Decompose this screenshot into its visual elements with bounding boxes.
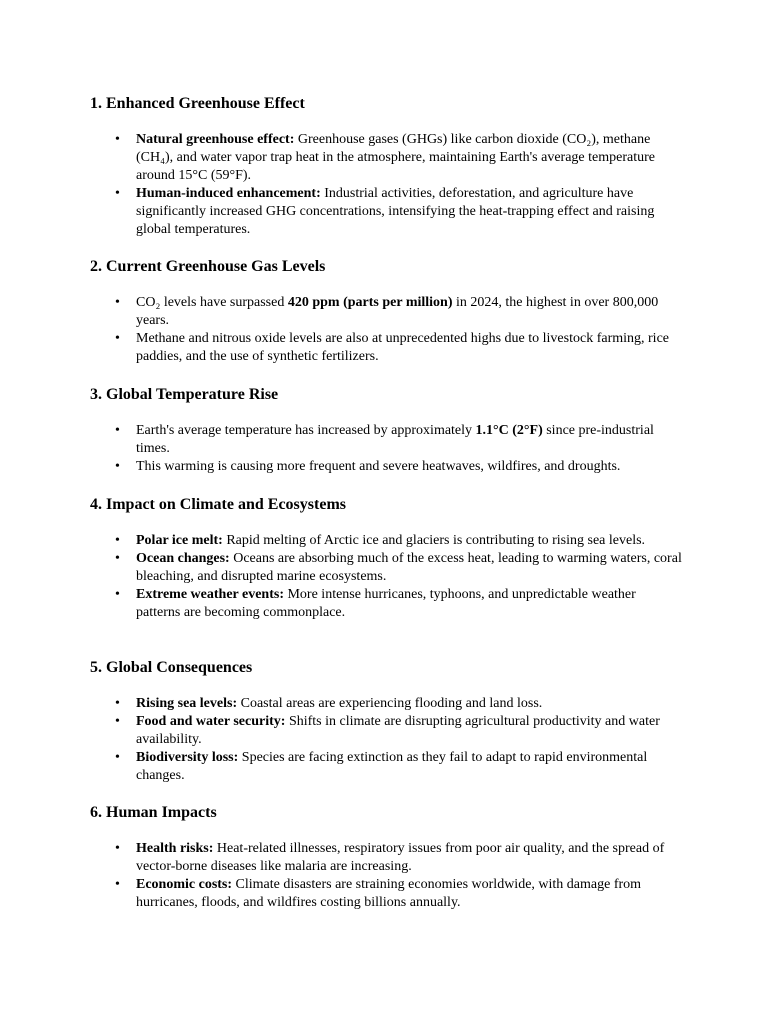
section-current-ghg-levels xyxy=(90,257,690,366)
list-item: • This warming is causing more frequent and severe heatwaves, wildfires, and droughts. xyxy=(115,459,621,474)
list-item: • CO₂ levels have surpassed 420 ppm (parts per million) in 2024, the highest in over 800,000 years. xyxy=(115,295,659,328)
list-item: • Economic costs: Climate disasters are straining economies worldwide, with damage from hurricanes, floods, and wildfires costing billions annually. xyxy=(115,877,642,910)
list-item: • Rising sea levels: Coastal areas are experiencing flooding and land loss. xyxy=(115,696,543,711)
bullet-icon: • xyxy=(115,551,120,566)
bullet-icon: • xyxy=(115,331,120,346)
bullet-icon: • xyxy=(115,132,120,147)
list-item: • Human-induced enhancement: Industrial activities, deforestation, and agriculture have significantly increased GHG concentrations, intensifying the heat-trapping effect and raising global temperatures. xyxy=(115,186,655,237)
section-heading: 3. Global Temperature Rise xyxy=(90,386,279,403)
bullet-list xyxy=(90,695,690,785)
section-heading: 6. Human Impacts xyxy=(90,804,217,821)
bullet-icon: • xyxy=(115,186,120,201)
bullet-list xyxy=(90,840,690,912)
section-enhanced-greenhouse-effect xyxy=(90,94,690,239)
bullet-icon: • xyxy=(115,587,120,602)
list-item: • Food and water security: Shifts in climate are disrupting agricultural productivity and water availability. xyxy=(115,714,660,747)
list-item: • Extreme weather events: More intense hurricanes, typhoons, and unpredictable weather patterns are becoming commonplace. xyxy=(115,587,636,620)
section-impact-climate-ecosystems xyxy=(90,495,690,622)
section-global-temperature-rise xyxy=(90,385,690,476)
section-heading: 4. Impact on Climate and Ecosystems xyxy=(90,496,346,513)
bullet-icon: • xyxy=(115,696,120,711)
list-item: • Natural greenhouse effect: Greenhouse gases (GHGs) like carbon dioxide (CO₂), methane (CH₄), and water vapor trap heat in the atmosphere, maintaining Earth's average temperature around 15°C (59°F). xyxy=(115,132,655,183)
list-item: • Methane and nitrous oxide levels are also at unprecedented highs due to livestock farming, rice paddies, and the use of synthetic fertilizers. xyxy=(115,331,669,364)
list-item: • Ocean changes: Oceans are absorbing much of the excess heat, leading to warming waters, coral bleaching, and disrupted marine ecosystems. xyxy=(115,551,682,584)
bullet-icon: • xyxy=(115,714,120,729)
section-human-impacts xyxy=(90,803,690,912)
list-item: • Polar ice melt: Rapid melting of Arctic ice and glaciers is contributing to rising sea levels. xyxy=(115,533,646,548)
bullet-icon: • xyxy=(115,423,120,438)
bullet-list xyxy=(90,294,690,366)
bullet-list xyxy=(90,131,690,239)
section-heading: 2. Current Greenhouse Gas Levels xyxy=(90,258,326,275)
bullet-list xyxy=(90,422,690,476)
bullet-list xyxy=(90,532,690,622)
list-item: • Health risks: Heat-related illnesses, respiratory issues from poor air quality, and the spread of vector-borne diseases like malaria are increasing. xyxy=(115,841,665,874)
bullet-icon: • xyxy=(115,533,120,548)
bullet-icon: • xyxy=(115,459,120,474)
section-global-consequences xyxy=(90,658,690,785)
bullet-icon: • xyxy=(115,750,120,765)
section-heading: 5. Global Consequences xyxy=(90,659,253,676)
bullet-icon: • xyxy=(115,295,120,310)
list-item: • Earth's average temperature has increased by approximately 1.1°C (2°F) since pre-industrial times. xyxy=(115,423,654,456)
section-heading: 1. Enhanced Greenhouse Effect xyxy=(90,95,305,112)
bullet-icon: • xyxy=(115,877,120,892)
bullet-icon: • xyxy=(115,841,120,856)
list-item: • Biodiversity loss: Species are facing extinction as they fail to adapt to rapid environmental changes. xyxy=(115,750,648,783)
